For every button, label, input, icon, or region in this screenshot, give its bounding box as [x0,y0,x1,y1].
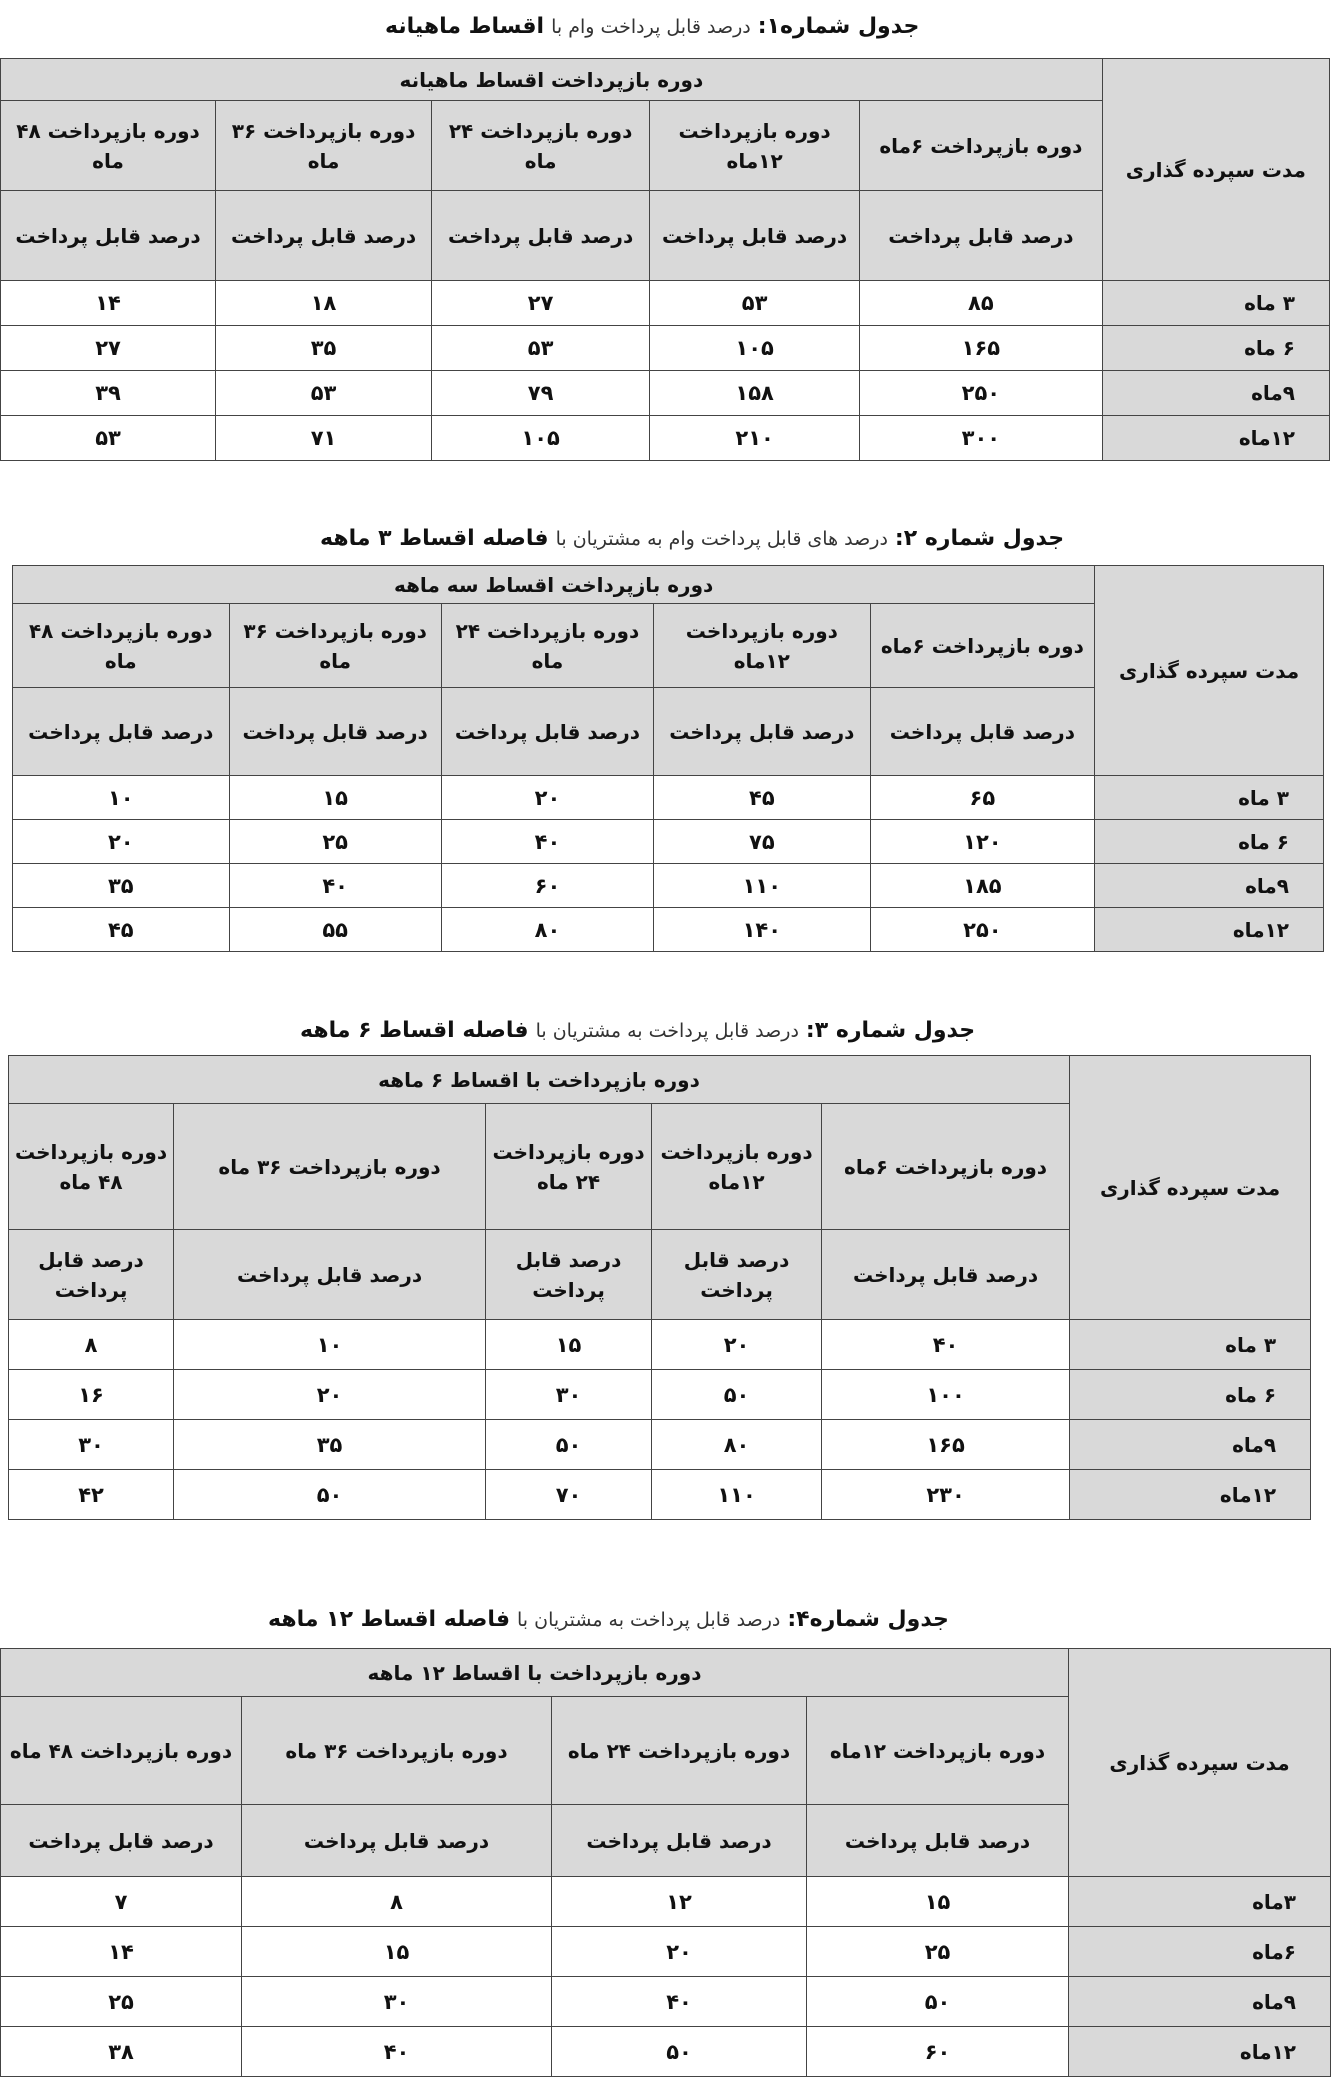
column-header: دوره بازپرداخت ۴۸ ماه [1,1697,242,1805]
sub-column-header: درصد قابل پرداخت [807,1805,1069,1877]
cell: ۷۵ [654,820,870,864]
caption-desc: درصد های قابل پرداخت وام به مشتریان با [555,528,888,550]
cell: ۳۸ [1,2027,242,2077]
caption-lead: جدول شماره۱: [757,14,920,39]
sub-column-header: درصد قابل پرداخت [654,688,870,776]
cell: ۵۰ [174,1470,486,1520]
cell: ۵۳ [650,281,860,326]
cell: ۲۵ [229,820,441,864]
row-label: ۳ماه [1069,1877,1331,1927]
cell: ۱۶۵ [822,1420,1070,1470]
cell: ۱۵۸ [650,371,860,416]
column-header: دوره بازپرداخت ۳۶ ماه [229,604,441,688]
cell: ۵۰ [807,1977,1069,2027]
column-header: دوره بازپرداخت ۲۴ ماه [441,604,653,688]
group-header: دوره بازپرداخت اقساط سه ماهه [13,566,1095,604]
table-4-caption [268,1605,949,1635]
table-4 [0,1648,1331,2077]
column-header: دوره بازپرداخت ۳۶ ماه [174,1104,486,1230]
cell: ۷ [1,1877,242,1927]
group-header: دوره بازپرداخت با اقساط ۶ ماهه [9,1056,1070,1104]
cell: ۷۱ [216,416,432,461]
column-header: دوره بازپرداخت ۲۴ ماه [486,1104,652,1230]
cell: ۴۰ [552,1977,807,2027]
row-label: ۳ ماه [1070,1320,1311,1370]
cell: ۳۵ [174,1420,486,1470]
cell: ۳۰ [242,1977,552,2027]
caption-desc: درصد قابل پرداخت به مشتریان با [517,1609,781,1631]
column-header: دوره بازپرداخت ۴۸ ماه [1,101,216,191]
cell: ۱۰ [13,776,230,820]
sub-column-header: درصد قابل پرداخت [1,191,216,281]
cell: ۲۵ [807,1927,1069,1977]
sub-column-header: درصد قابل پرداخت [9,1230,174,1320]
cell: ۸۵ [860,281,1103,326]
cell: ۵۵ [229,908,441,952]
cell: ۲۳۰ [822,1470,1070,1520]
table-row [1,2027,1331,2077]
column-header: دوره بازپرداخت ۱۲ماه [654,604,870,688]
caption-lead: جدول شماره۴: [787,1607,949,1632]
cell: ۱۵ [242,1927,552,1977]
cell: ۳۹ [1,371,216,416]
sub-column-header: درصد قابل پرداخت [870,688,1095,776]
sub-column-header: درصد قابل پرداخت [216,191,432,281]
cell: ۵۳ [216,371,432,416]
table-1 [0,58,1330,461]
cell: ۳۰۰ [860,416,1103,461]
caption-tail: اقساط ماهیانه [385,14,545,39]
table-2 [12,565,1324,952]
row-label: ۳ ماه [1095,776,1324,820]
row-label: ۱۲ماه [1095,908,1324,952]
column-header: دوره بازپرداخت ۶ماه [822,1104,1070,1230]
row-header: مدت سپرده گذاری [1102,59,1329,281]
sub-column-header: درصد قابل پرداخت [229,688,441,776]
column-header: دوره بازپرداخت ۳۶ ماه [242,1697,552,1805]
cell: ۱۲ [552,1877,807,1927]
cell: ۲۰ [441,776,653,820]
cell: ۲۵۰ [870,908,1095,952]
cell: ۸ [242,1877,552,1927]
cell: ۱۱۰ [652,1470,822,1520]
cell: ۵۰ [552,2027,807,2077]
row-label: ۹ماه [1069,1977,1331,2027]
sub-column-header: درصد قابل پرداخت [552,1805,807,1877]
column-header: دوره بازپرداخت ۴۸ ماه [13,604,230,688]
sub-column-header: درصد قابل پرداخت [860,191,1103,281]
cell: ۱۵ [807,1877,1069,1927]
sub-column-header: درصد قابل پرداخت [822,1230,1070,1320]
table-row [13,820,1324,864]
cell: ۱۴۰ [654,908,870,952]
cell: ۴۰ [242,2027,552,2077]
row-label: ۹ماه [1102,371,1329,416]
cell: ۲۵ [1,1977,242,2027]
caption-lead: جدول شماره ۲: [894,526,1065,551]
group-header: دوره بازپرداخت اقساط ماهیانه [1,59,1103,101]
sub-column-header: درصد قابل پرداخت [13,688,230,776]
table-row [1,371,1330,416]
table-row [1,326,1330,371]
row-header: مدت سپرده گذاری [1095,566,1324,776]
table-row [13,776,1324,820]
cell: ۴۰ [441,820,653,864]
cell: ۴۵ [654,776,870,820]
cell: ۷۹ [432,371,650,416]
caption-tail: فاصله اقساط ۶ ماهه [300,1018,529,1043]
row-label: ۶ ماه [1102,326,1329,371]
cell: ۶۰ [807,2027,1069,2077]
caption-tail: فاصله اقساط ۳ ماهه [320,526,549,551]
cell: ۸ [9,1320,174,1370]
cell: ۵۰ [652,1370,822,1420]
cell: ۱۰ [174,1320,486,1370]
cell: ۸۰ [652,1420,822,1470]
cell: ۵۳ [432,326,650,371]
table-row [9,1470,1311,1520]
column-header: دوره بازپرداخت ۱۲ماه [650,101,860,191]
caption-tail: فاصله اقساط ۱۲ ماهه [268,1607,511,1632]
row-label: ۶ ماه [1095,820,1324,864]
sub-column-header: درصد قابل پرداخت [174,1230,486,1320]
table-row [1,1877,1331,1927]
cell: ۶۰ [441,864,653,908]
cell: ۲۰ [13,820,230,864]
cell: ۴۰ [822,1320,1070,1370]
cell: ۲۰ [552,1927,807,1977]
table-row [9,1320,1311,1370]
sub-column-header: درصد قابل پرداخت [486,1230,652,1320]
row-label: ۶ماه [1069,1927,1331,1977]
column-header: دوره بازپرداخت ۳۶ ماه [216,101,432,191]
row-label: ۱۲ماه [1069,2027,1331,2077]
row-header: مدت سپرده گذاری [1069,1649,1331,1877]
cell: ۲۷ [432,281,650,326]
column-header: دوره بازپرداخت ۶ماه [860,101,1103,191]
table-row [1,281,1330,326]
table-row [1,416,1330,461]
cell: ۲۱۰ [650,416,860,461]
cell: ۴۵ [13,908,230,952]
sub-column-header: درصد قابل پرداخت [650,191,860,281]
row-label: ۶ ماه [1070,1370,1311,1420]
sub-column-header: درصد قابل پرداخت [432,191,650,281]
cell: ۱۲۰ [870,820,1095,864]
sub-column-header: درصد قابل پرداخت [1,1805,242,1877]
cell: ۲۷ [1,326,216,371]
cell: ۱۰۵ [650,326,860,371]
sub-column-header: درصد قابل پرداخت [242,1805,552,1877]
cell: ۳۰ [9,1420,174,1470]
cell: ۵۳ [1,416,216,461]
cell: ۶۵ [870,776,1095,820]
cell: ۱۵ [229,776,441,820]
cell: ۱۰۵ [432,416,650,461]
column-header: دوره بازپرداخت ۱۲ماه [807,1697,1069,1805]
row-header: مدت سپرده گذاری [1070,1056,1311,1320]
table-row [1,1977,1331,2027]
cell: ۱۸۵ [870,864,1095,908]
table-row [9,1420,1311,1470]
cell: ۱۵ [486,1320,652,1370]
cell: ۱۴ [1,1927,242,1977]
cell: ۱۸ [216,281,432,326]
cell: ۵۰ [486,1420,652,1470]
cell: ۱۱۰ [654,864,870,908]
row-label: ۱۲ماه [1070,1470,1311,1520]
cell: ۲۵۰ [860,371,1103,416]
cell: ۴۰ [229,864,441,908]
cell: ۴۲ [9,1470,174,1520]
group-header: دوره بازپرداخت با اقساط ۱۲ ماهه [1,1649,1069,1697]
cell: ۷۰ [486,1470,652,1520]
cell: ۱۶۵ [860,326,1103,371]
column-header: دوره بازپرداخت ۲۴ ماه [552,1697,807,1805]
column-header: دوره بازپرداخت ۱۲ماه [652,1104,822,1230]
cell: ۳۵ [216,326,432,371]
table-2-caption [320,524,1064,554]
caption-desc: درصد قابل پرداخت وام با [551,16,751,38]
table-row [1,1927,1331,1977]
column-header: دوره بازپرداخت ۶ماه [870,604,1095,688]
table-row [9,1370,1311,1420]
table-3 [8,1055,1311,1520]
sub-column-header: درصد قابل پرداخت [652,1230,822,1320]
column-header: دوره بازپرداخت ۴۸ ماه [9,1104,174,1230]
column-header: دوره بازپرداخت ۲۴ ماه [432,101,650,191]
cell: ۱۶ [9,1370,174,1420]
cell: ۱۰۰ [822,1370,1070,1420]
table-row [13,864,1324,908]
cell: ۳۰ [486,1370,652,1420]
caption-desc: درصد قابل پرداخت به مشتریان با [535,1020,799,1042]
cell: ۲۰ [174,1370,486,1420]
table-1-caption [385,12,919,42]
cell: ۱۴ [1,281,216,326]
table-row [13,908,1324,952]
caption-lead: جدول شماره ۳: [805,1018,976,1043]
cell: ۳۵ [13,864,230,908]
row-label: ۱۲ماه [1102,416,1329,461]
row-label: ۹ماه [1070,1420,1311,1470]
row-label: ۹ماه [1095,864,1324,908]
cell: ۸۰ [441,908,653,952]
table-3-caption [300,1016,975,1046]
row-label: ۳ ماه [1102,281,1329,326]
sub-column-header: درصد قابل پرداخت [441,688,653,776]
cell: ۲۰ [652,1320,822,1370]
